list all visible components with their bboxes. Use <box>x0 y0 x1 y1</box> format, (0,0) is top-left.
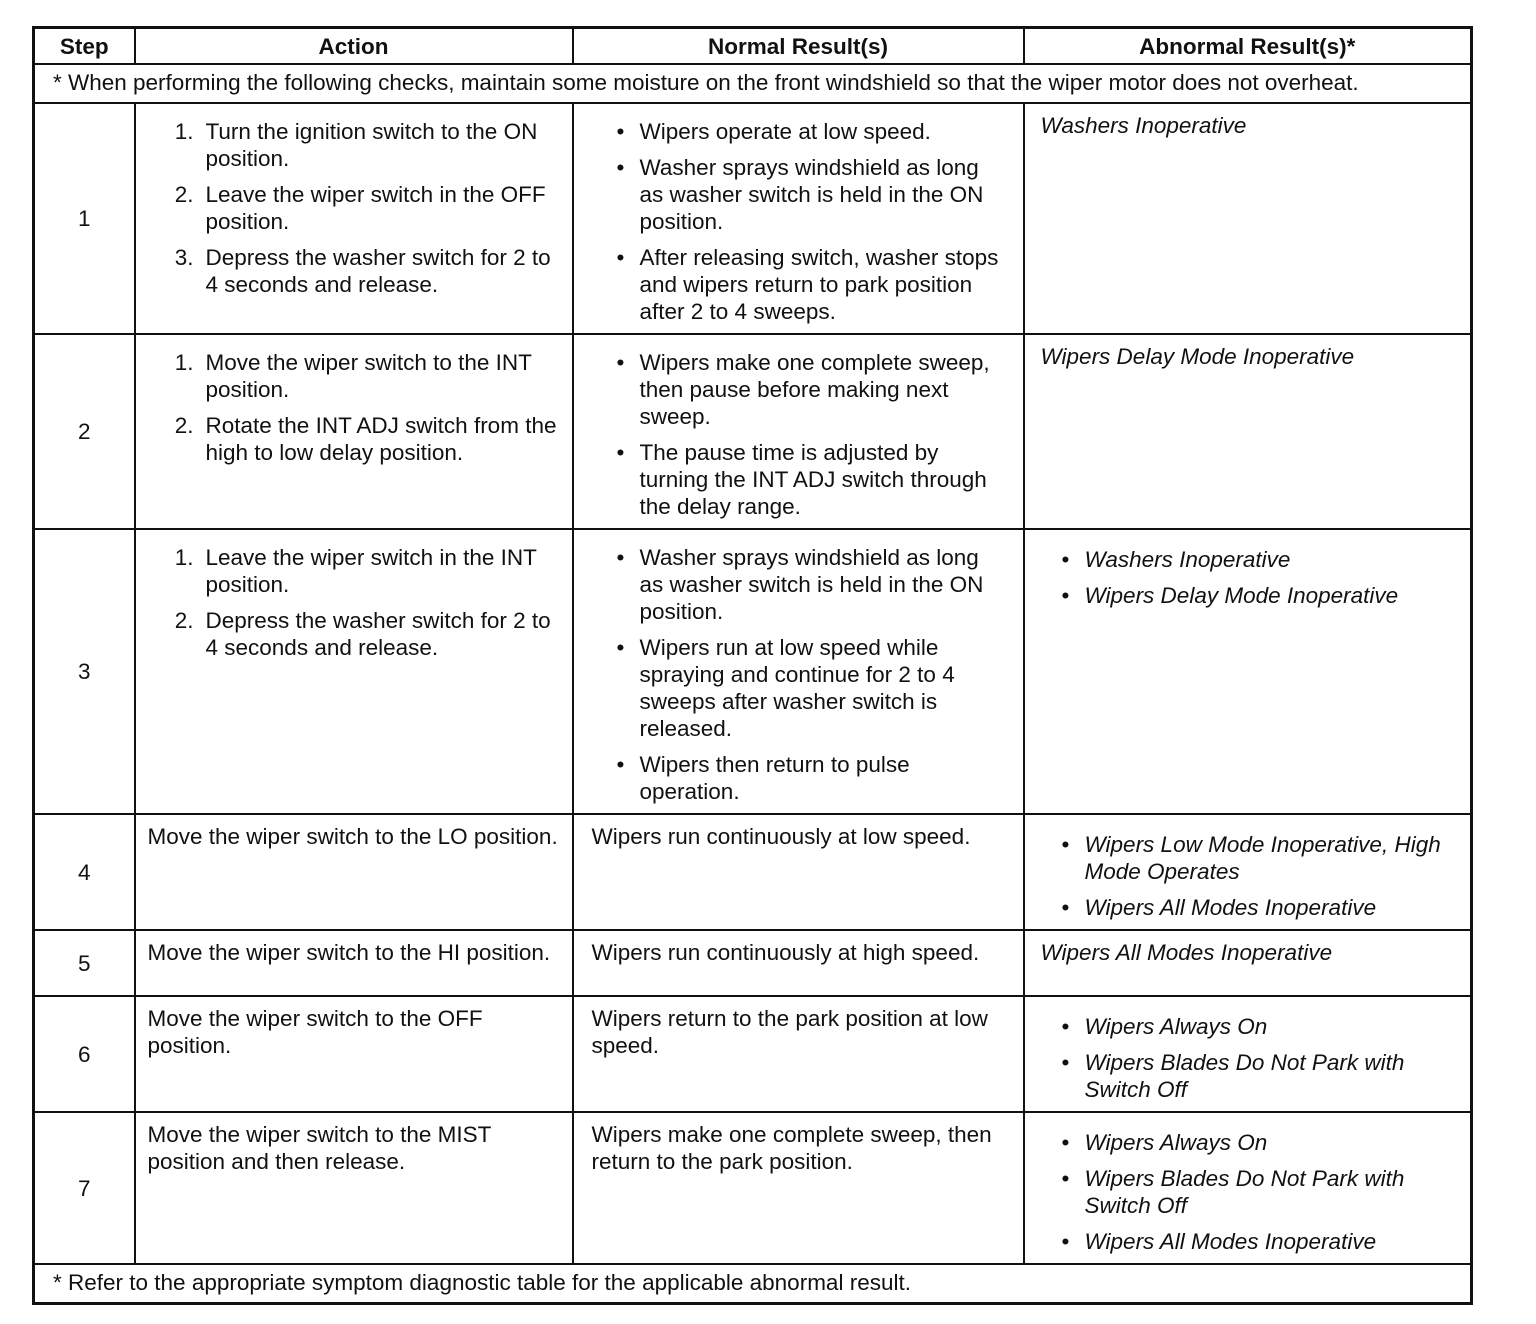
wiper-diagnostic-table <box>32 26 1473 1305</box>
normal-result-item <box>614 751 1003 805</box>
bullet-icon: • <box>1061 832 1070 857</box>
action-step <box>166 118 564 172</box>
normal-result-text: Wipers then return to pulse operation. <box>639 752 910 804</box>
bullet-icon: • <box>616 752 625 777</box>
table-body <box>34 64 1472 1264</box>
bullet-icon: • <box>616 635 625 660</box>
step-number: 7 <box>34 1112 135 1264</box>
header-normal-results: Normal Result(s) <box>573 28 1024 65</box>
abnormal-result-text: Wipers Blades Do Not Park with Switch Off <box>1084 1050 1405 1102</box>
normal-result-item <box>614 154 1003 235</box>
abnormal-result-item <box>1059 1165 1461 1219</box>
normal-result-text: Wipers make one complete sweep, then pause before making next sweep. <box>639 350 990 429</box>
table-row <box>34 103 1472 334</box>
action-cell: Move the wiper switch to the MIST position and then release. <box>135 1112 573 1264</box>
bullet-icon: • <box>616 119 625 144</box>
abnormal-result-list <box>1059 831 1461 921</box>
header-step: Step <box>34 28 135 65</box>
normal-result-cell: Wipers run continuously at low speed. <box>573 814 1024 930</box>
normal-result-text: Wipers operate at low speed. <box>639 119 931 144</box>
normal-result-text: Wipers run at low speed while spraying and continue for 2 to 4 sweeps after washer switch is released. <box>639 635 955 741</box>
normal-result-item <box>614 634 1003 742</box>
top-note-row <box>34 64 1472 103</box>
step-index: 1. <box>174 545 194 570</box>
step-text: Move the wiper switch to the INT position. <box>205 350 532 402</box>
bullet-icon: • <box>1061 895 1070 920</box>
abnormal-result-cell: Washers Inoperative <box>1024 103 1472 334</box>
abnormal-result-item <box>1059 1013 1461 1040</box>
normal-result-text: Washer sprays windshield as long as washer switch is held in the ON position. <box>639 155 984 234</box>
normal-result-cell <box>573 334 1024 529</box>
header-row <box>34 28 1472 65</box>
step-index: 2. <box>174 608 194 633</box>
bullet-icon: • <box>1061 1166 1070 1191</box>
action-step <box>166 412 564 466</box>
normal-result-text: The pause time is adjusted by turning the INT ADJ switch through the delay range. <box>639 440 987 519</box>
abnormal-result-cell: Wipers All Modes Inoperative <box>1024 930 1472 996</box>
action-step <box>166 181 564 235</box>
table-row <box>34 996 1472 1112</box>
action-cell: Move the wiper switch to the OFF position. <box>135 996 573 1112</box>
step-text: Leave the wiper switch in the OFF position. <box>205 182 546 234</box>
step-index: 3. <box>174 245 194 270</box>
normal-result-list <box>614 118 1003 325</box>
abnormal-result-cell <box>1024 529 1472 814</box>
bullet-icon: • <box>616 350 625 375</box>
abnormal-result-list <box>1059 546 1461 609</box>
action-step <box>166 244 564 298</box>
bullet-icon: • <box>616 245 625 270</box>
top-note: * When performing the following checks, maintain some moisture on the front windshield so that the wiper motor does not overheat. <box>34 64 1472 103</box>
action-cell <box>135 529 573 814</box>
abnormal-result-text: Wipers All Modes Inoperative <box>1084 1229 1377 1254</box>
bullet-icon: • <box>1061 1050 1070 1075</box>
bullet-icon: • <box>616 440 625 465</box>
bullet-icon: • <box>1061 1229 1070 1254</box>
step-index: 2. <box>174 413 194 438</box>
bullet-icon: • <box>616 155 625 180</box>
abnormal-result-item <box>1059 894 1461 921</box>
abnormal-result-cell: Wipers Delay Mode Inoperative <box>1024 334 1472 529</box>
normal-result-cell: Wipers run continuously at high speed. <box>573 930 1024 996</box>
normal-result-text: Washer sprays windshield as long as washer switch is held in the ON position. <box>639 545 984 624</box>
step-text: Rotate the INT ADJ switch from the high to low delay position. <box>205 413 557 465</box>
abnormal-result-text: Wipers Always On <box>1084 1130 1268 1155</box>
abnormal-result-item <box>1059 1228 1461 1255</box>
bottom-note: * Refer to the appropriate symptom diagnostic table for the applicable abnormal result. <box>34 1264 1472 1304</box>
step-index: 2. <box>174 182 194 207</box>
bullet-icon: • <box>1061 1014 1070 1039</box>
table-row <box>34 930 1472 996</box>
normal-result-cell <box>573 529 1024 814</box>
normal-result-list <box>614 349 1003 520</box>
abnormal-result-text: Wipers All Modes Inoperative <box>1084 895 1377 920</box>
table-row <box>34 334 1472 529</box>
action-cell: Move the wiper switch to the HI position. <box>135 930 573 996</box>
action-step <box>166 349 564 403</box>
normal-result-item <box>614 244 1003 325</box>
action-step-list <box>166 118 564 298</box>
bottom-note-row <box>34 1264 1472 1304</box>
abnormal-result-text: Wipers Always On <box>1084 1014 1268 1039</box>
action-step-list <box>166 349 564 466</box>
table-row <box>34 1112 1472 1264</box>
normal-result-cell: Wipers return to the park position at low speed. <box>573 996 1024 1112</box>
abnormal-result-item <box>1059 1049 1461 1103</box>
step-number: 1 <box>34 103 135 334</box>
step-text: Depress the washer switch for 2 to 4 seconds and release. <box>205 245 551 297</box>
action-step-list <box>166 544 564 661</box>
action-cell: Move the wiper switch to the LO position. <box>135 814 573 930</box>
action-cell <box>135 103 573 334</box>
table-row <box>34 529 1472 814</box>
header-action: Action <box>135 28 573 65</box>
step-number: 6 <box>34 996 135 1112</box>
abnormal-result-cell <box>1024 996 1472 1112</box>
action-step <box>166 607 564 661</box>
step-text: Depress the washer switch for 2 to 4 seconds and release. <box>205 608 551 660</box>
step-number: 4 <box>34 814 135 930</box>
normal-result-cell: Wipers make one complete sweep, then return to the park position. <box>573 1112 1024 1264</box>
abnormal-result-item <box>1059 582 1461 609</box>
step-number: 5 <box>34 930 135 996</box>
step-number: 2 <box>34 334 135 529</box>
step-text: Leave the wiper switch in the INT position. <box>205 545 537 597</box>
abnormal-result-text: Washers Inoperative <box>1084 547 1291 572</box>
step-text: Turn the ignition switch to the ON position. <box>205 119 538 171</box>
step-index: 1. <box>174 350 194 375</box>
normal-result-item <box>614 349 1003 430</box>
table-row <box>34 814 1472 930</box>
header-abnormal-results: Abnormal Result(s)* <box>1024 28 1472 65</box>
abnormal-result-text: Wipers Blades Do Not Park with Switch Off <box>1084 1166 1405 1218</box>
normal-result-item <box>614 439 1003 520</box>
abnormal-result-cell <box>1024 814 1472 930</box>
normal-result-item <box>614 544 1003 625</box>
abnormal-result-cell <box>1024 1112 1472 1264</box>
abnormal-result-list <box>1059 1013 1461 1103</box>
abnormal-result-text: Wipers Low Mode Inoperative, High Mode Operates <box>1084 832 1441 884</box>
bullet-icon: • <box>1061 547 1070 572</box>
abnormal-result-item <box>1059 546 1461 573</box>
action-step <box>166 544 564 598</box>
bullet-icon: • <box>1061 1130 1070 1155</box>
step-number: 3 <box>34 529 135 814</box>
abnormal-result-item <box>1059 1129 1461 1156</box>
normal-result-cell <box>573 103 1024 334</box>
action-cell <box>135 334 573 529</box>
step-index: 1. <box>174 119 194 144</box>
bullet-icon: • <box>1061 583 1070 608</box>
normal-result-text: After releasing switch, washer stops and wipers return to park position after 2 to 4 sweeps. <box>639 245 999 324</box>
bullet-icon: • <box>616 545 625 570</box>
normal-result-list <box>614 544 1003 805</box>
normal-result-item <box>614 118 1003 145</box>
abnormal-result-item <box>1059 831 1461 885</box>
abnormal-result-list <box>1059 1129 1461 1255</box>
abnormal-result-text: Wipers Delay Mode Inoperative <box>1084 583 1399 608</box>
